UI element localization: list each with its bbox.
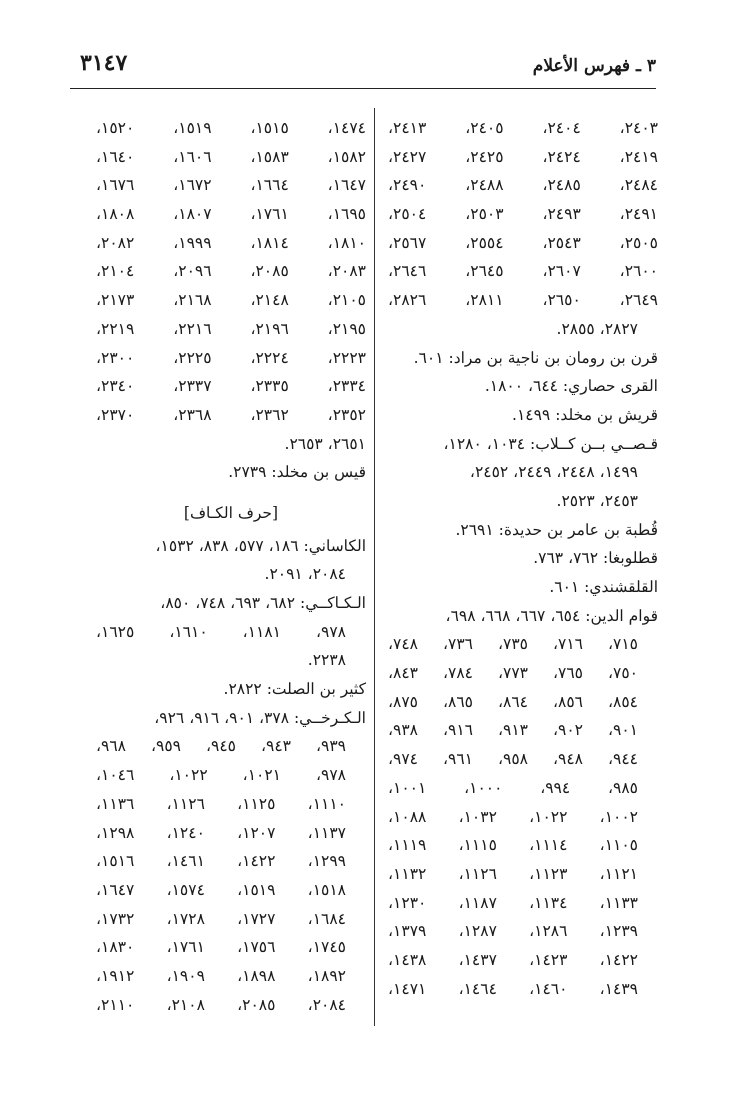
page-ref: ١٦٨٤،	[307, 909, 346, 928]
right-number-rows	[388, 114, 658, 315]
page-ref: ١٠٢٢،	[529, 807, 568, 826]
number-row	[96, 171, 366, 200]
entry-continuation: ٢٢٣٨.	[307, 651, 346, 670]
page-ref: ٢٥٠٤،	[388, 205, 427, 224]
page-ref: ٢٦٠٠،	[619, 262, 658, 281]
number-row	[96, 257, 366, 286]
page-ref: ٩٨٥،	[608, 778, 638, 797]
index-entry: قرن بن رومان بن ناجية بن مراد: ٦٠١.	[413, 348, 658, 367]
page-ref: ٢١٠٨،	[166, 995, 205, 1014]
page-ref: ٢٥٤٣،	[542, 233, 581, 252]
page-ref: ٩٣٨،	[388, 721, 418, 740]
page-ref: ٢٣٥٢،	[327, 405, 366, 424]
page-ref: ١٨١٠،	[327, 233, 366, 252]
number-row	[96, 761, 366, 790]
page-ref: ٢٠٨٤،	[307, 995, 346, 1014]
page-ref: ٨٧٥،	[388, 692, 418, 711]
page-ref: ٧٤٨،	[388, 635, 418, 654]
number-row	[388, 630, 658, 659]
page-ref: ١٤٧٤،	[327, 119, 366, 137]
page-ref: ١٤٢٢،	[599, 950, 638, 969]
page-ref: ١١١٠،	[307, 794, 346, 813]
number-row	[96, 114, 366, 143]
page-ref: ٢٤٨٥،	[542, 176, 581, 195]
page-ref: ١١١٥،	[458, 836, 497, 855]
page-ref: ٩١٦،	[443, 721, 473, 740]
page-ref: ٢١٦٨،	[173, 291, 212, 310]
index-entry: قريش بن مخلد: ١٤٩٩.	[512, 405, 658, 424]
page-ref: ١١٣٤،	[529, 893, 568, 912]
page-ref: ٧٦٥،	[553, 664, 583, 683]
page-ref: ٢٦٥٠،	[542, 291, 581, 310]
page-ref: ٢١١٠،	[96, 995, 135, 1014]
page-ref: ١٧٣٢،	[96, 909, 135, 928]
number-row	[388, 889, 658, 918]
page-ref: ١٤٣٨،	[388, 950, 427, 969]
page-ref: ١١٨١،	[242, 622, 281, 641]
number-row	[96, 732, 366, 761]
page-ref: ١٧٤٥،	[307, 938, 346, 957]
page-ref: ١١٠٥،	[599, 836, 638, 855]
section-heading: [حرف الكـاف]	[183, 503, 279, 522]
page-ref: ٢١٩٥،	[327, 319, 366, 338]
page-ref: ٧٣٥،	[498, 635, 528, 654]
entry-continuation: ٢٤٥٣، ٢٥٢٣.	[556, 491, 638, 510]
number-row	[96, 819, 366, 848]
page-ref: ٩٤٥،	[206, 737, 236, 756]
page-ref: ١٣٧٩،	[388, 922, 427, 941]
index-entry: الكاساني: ١٨٦، ٥٧٧، ٨٣٨، ١٥٣٢،	[155, 536, 366, 555]
number-row	[96, 344, 366, 373]
page-ref: ١٤٢٢،	[237, 852, 276, 871]
page-ref: ١٠٤٦،	[96, 766, 135, 785]
index-entry: الـكـرخــي: ٣٧٨، ٩٠١، ٩١٦، ٩٢٦،	[154, 708, 366, 727]
page-ref: ٧٨٤،	[443, 664, 473, 683]
page-ref: ٩٩٤،	[540, 778, 571, 797]
page-ref: ٧١٦،	[553, 635, 583, 654]
right-column	[388, 114, 658, 1003]
page-ref: ١٢٨٧،	[458, 922, 497, 941]
page-ref: ١٠٠٠،	[464, 778, 503, 797]
page-header	[70, 48, 656, 89]
page-ref: ٢٤٠٤،	[542, 119, 581, 137]
entry-continuation: ١٤٩٩، ٢٤٤٨، ٢٤٤٩، ٢٤٥٢،	[469, 463, 638, 482]
page-ref: ١٩٠٩،	[166, 966, 205, 985]
page-ref: ١٥١٦،	[96, 852, 135, 871]
page-ref: ٢٠٨٥،	[250, 262, 289, 281]
page-ref: ٢٨٢٦،	[388, 291, 427, 310]
number-row	[96, 962, 366, 991]
page-ref: ٩٦٨،	[96, 737, 126, 756]
page-ref: ٧١٥،	[608, 635, 638, 654]
page-ref: ٢٣٣٤،	[327, 377, 366, 396]
page-ref: ٢٣٦٢،	[250, 405, 289, 424]
page-ref: ١٢٠٧،	[237, 823, 276, 842]
page-ref: ٢٥٠٥،	[619, 233, 658, 252]
number-row	[96, 143, 366, 172]
page-ref: ٢٤٩٣،	[542, 205, 581, 224]
number-row	[388, 716, 658, 745]
number-row	[388, 975, 658, 1004]
page-ref: ٩٦١،	[443, 750, 473, 769]
page-ref: ٢١٠٤،	[96, 262, 135, 281]
index-entry: قيس بن مخلد: ٢٧٣٩.	[228, 463, 366, 482]
index-entry: قوام الدين: ٦٥٤، ٦٦٧، ٦٦٨، ٦٩٨،	[445, 606, 658, 625]
page-ref: ٢٠٨٥،	[237, 995, 276, 1014]
page-ref: ١٢٩٩،	[307, 852, 346, 871]
page-ref: ١٨٩٢،	[307, 966, 346, 985]
page-ref: ٢٦٤٩،	[619, 291, 658, 310]
page-ref: ١٦٩٥،	[327, 205, 366, 224]
index-entry: قطلوبغا: ٧٦٢، ٧٦٣.	[533, 549, 658, 568]
page-ref: ٢٤١٣،	[388, 119, 427, 137]
page-ref: ٢٥٦٧،	[388, 233, 427, 252]
page-ref: ٢٦٠٧،	[542, 262, 581, 281]
page-ref: ٩٤٤،	[608, 750, 638, 769]
page-ref: ٢٠٨٣،	[327, 262, 366, 281]
page-ref: ١٠٢١،	[242, 766, 281, 785]
number-row	[96, 200, 366, 229]
number-row	[388, 659, 658, 688]
page-ref: ١١٢٦،	[458, 864, 497, 883]
number-row	[96, 933, 366, 962]
number-row	[96, 401, 366, 430]
page-ref: ٢٢٢٣،	[327, 348, 366, 367]
page-ref: ٢١٠٥،	[327, 291, 366, 310]
number-row	[388, 917, 658, 946]
page-ref: ١١٣٦،	[96, 794, 135, 813]
number-row	[388, 286, 658, 315]
page-ref: ١٧٦١،	[250, 205, 289, 224]
karkhi-number-rows	[96, 732, 366, 1019]
page-ref: ١٨٠٧،	[173, 205, 212, 224]
page-ref: ١٠٣٢،	[458, 807, 497, 826]
number-row	[388, 143, 658, 172]
index-entry: الـكـاكــي: ٦٨٢، ٦٩٣، ٧٤٨، ٨٥٠،	[160, 594, 366, 612]
page-ref: ١٦٧٦،	[96, 176, 135, 195]
page-ref: ١٥٧٤،	[166, 880, 205, 899]
page-ref: ١٢٣٩،	[599, 922, 638, 941]
page-ref: ٢٦٤٦،	[388, 262, 427, 281]
index-entry: قـصــي بــن كــلاب: ١٠٣٤، ١٢٨٠،	[443, 434, 658, 453]
index-entry: قُطبة بن عامر بن حديدة: ٢٦٩١.	[455, 520, 658, 539]
page-ref: ١٠٨٨،	[388, 807, 427, 826]
page-ref: ٢٥٠٣،	[465, 205, 504, 224]
page-ref: ٢٤٨٨،	[465, 176, 504, 195]
page-ref: ٩١٣،	[498, 721, 528, 740]
page-ref: ١٨٩٨،	[237, 966, 276, 985]
page-ref: ١٦٤٧،	[96, 880, 135, 899]
page-ref: ١٤٦٤،	[458, 979, 497, 998]
page-ref: ١٩٩٩،	[173, 233, 212, 252]
page-ref: ١٧٢٧،	[237, 909, 276, 928]
number-row	[388, 229, 658, 258]
kaki-number-rows	[96, 618, 366, 647]
number-row	[388, 200, 658, 229]
page-ref: ١٤٢٣،	[529, 950, 568, 969]
page-ref: ١٧٥٦،	[237, 938, 276, 957]
page-ref: ١٦٤٠،	[96, 147, 135, 166]
page-ref: ٢٠٩٦،	[173, 262, 212, 281]
page-ref: ٢٤٨٤،	[619, 176, 658, 195]
page-ref: ١١٢١،	[599, 864, 638, 883]
page-ref: ٢٣٧٠،	[96, 405, 135, 424]
page-ref: ٢٥٥٤،	[465, 233, 504, 252]
page-ref: ١٢٩٨،	[96, 823, 135, 842]
page-ref: ٧٥٠،	[608, 664, 638, 683]
number-row	[388, 171, 658, 200]
page-ref: ٢٣٠٠،	[96, 348, 135, 367]
page-ref: ١٤٣٧،	[458, 950, 497, 969]
page-ref: ١١٣٢،	[388, 864, 427, 883]
number-row	[96, 229, 366, 258]
page-ref: ٢٤٩١،	[619, 205, 658, 224]
page-ref: ١٧٦١،	[166, 938, 205, 957]
page-ref: ٩٠١،	[608, 721, 638, 740]
page-ref: ٢١٧٣،	[96, 291, 135, 310]
page-ref: ١٦٤٧،	[327, 176, 366, 195]
page-ref: ٩٥٩،	[151, 737, 181, 756]
page-ref: ١١٢٣،	[529, 864, 568, 883]
number-row	[388, 688, 658, 717]
page-ref: ١١٢٦،	[166, 794, 205, 813]
page-ref: ٢٣٣٥،	[250, 377, 289, 396]
page-ref: ١١١٤،	[529, 836, 568, 855]
page-ref: ٨٦٤،	[498, 692, 528, 711]
page-ref: ٢٤١٩،	[619, 147, 658, 166]
number-row	[388, 257, 658, 286]
page-ref: ١٥١٩،	[237, 880, 276, 899]
page-ref: ٢٢١٩،	[96, 319, 135, 338]
page-number: ٣١٤٧	[80, 50, 128, 76]
page-ref: ١١١٩،	[388, 836, 427, 855]
page-ref: ٨٥٦،	[553, 692, 583, 711]
page-ref: ١٦٠٦،	[173, 147, 212, 166]
page-ref: ١٠٠٢،	[599, 807, 638, 826]
number-row	[96, 876, 366, 905]
index-entry: القلقشندي: ٦٠١.	[549, 578, 658, 596]
number-row	[96, 991, 366, 1020]
page-ref: ١١٣٧،	[307, 823, 346, 842]
page-ref: ١٢٨٦،	[529, 922, 568, 941]
page-ref: ٢٤٠٣،	[619, 119, 658, 137]
page-ref: ١٥٨٣،	[250, 147, 289, 166]
page-ref: ٢٢٢٤،	[250, 348, 289, 367]
page-ref: ١٨١٤،	[250, 233, 289, 252]
page-ref: ٢٤٢٥،	[465, 147, 504, 166]
page-ref: ٨٥٤،	[608, 692, 638, 711]
page-ref: ٩٠٢،	[553, 721, 583, 740]
page-ref: ٧٣٦،	[443, 635, 473, 654]
page-ref: ٢٣٦٨،	[173, 405, 212, 424]
page-ref: ٧٧٣،	[498, 664, 528, 683]
number-row	[388, 831, 658, 860]
page-ref: ٩٧٨،	[316, 766, 346, 785]
number-row	[96, 905, 366, 934]
running-title: ٣ ـ فهرس الأعلام	[532, 56, 656, 76]
page-ref: ٢١٤٨،	[250, 291, 289, 310]
page-ref: ١٦٧٢،	[173, 176, 212, 195]
page-ref: ٢١٩٦،	[250, 319, 289, 338]
page-ref: ٩٤٨،	[553, 750, 583, 769]
left-number-rows	[96, 114, 366, 430]
page-ref: ١٢٣٠،	[388, 893, 427, 912]
page-ref: ١٢٤٠،	[166, 823, 205, 842]
page-ref: ١١٢٥،	[237, 794, 276, 813]
number-row	[96, 618, 366, 647]
page-ref: ١٦١٠،	[169, 622, 208, 641]
page-ref: ٢٢٢٥،	[173, 348, 212, 367]
page-ref: ٩٧٤،	[388, 750, 418, 769]
page-ref: ١٥٨٢،	[327, 147, 366, 166]
page-ref: ١٨٣٠،	[96, 938, 135, 957]
page-ref: ١٩١٢،	[96, 966, 135, 985]
page-ref: ٢٤٠٥،	[465, 119, 504, 137]
page-ref: ٩٧٨،	[316, 622, 346, 641]
index-entry: كثير بن الصلت: ٢٨٢٢.	[223, 680, 366, 699]
page-ref: ١١٣٣،	[599, 893, 638, 912]
page-ref: ٨٦٥،	[443, 692, 473, 711]
qawam-number-rows	[388, 630, 658, 1003]
number-row	[96, 286, 366, 315]
page-ref: ١٥١٩،	[173, 119, 212, 137]
number-row	[388, 946, 658, 975]
number-row	[388, 774, 658, 803]
column-divider	[374, 108, 375, 1026]
page-ref: ١٨٠٨،	[96, 205, 135, 224]
page-ref: ١٤٦٠،	[529, 979, 568, 998]
page-ref: ١٤٧١،	[388, 979, 427, 998]
page-ref: ١٥١٥،	[250, 119, 289, 137]
number-row	[96, 315, 366, 344]
page-ref: ٢٦٤٥،	[465, 262, 504, 281]
page-ref: ٩٣٩،	[316, 737, 346, 756]
page-ref: ١٠٠١،	[388, 778, 427, 797]
number-row	[388, 114, 658, 143]
page-ref: ٢٣٣٧،	[173, 377, 212, 396]
page-ref: ١٥٢٠،	[96, 119, 135, 137]
page-ref: ١٧٢٨،	[166, 909, 205, 928]
entry-continuation: ٢٦٥١، ٢٦٥٣.	[284, 434, 366, 453]
page-ref: ١٤٣٩،	[599, 979, 638, 998]
page-ref: ١٦٦٤،	[250, 176, 289, 195]
entry-continuation: ٢٠٨٤، ٢٠٩١.	[264, 565, 346, 584]
page-ref: ١٤٦١،	[166, 852, 205, 871]
page-ref: ٨٤٣،	[388, 664, 418, 683]
page-ref: ٢٤٢٤،	[542, 147, 581, 166]
left-column	[96, 114, 366, 1019]
number-row	[96, 372, 366, 401]
page-ref: ١٥١٨،	[307, 880, 346, 899]
number-row	[96, 790, 366, 819]
number-row	[388, 803, 658, 832]
index-entry: القرى حصاري: ٦٤٤، ١٨٠٠.	[484, 377, 658, 396]
entry-continuation: ٢٨٢٧، ٢٨٥٥.	[556, 319, 638, 338]
page-ref: ٢٤٢٧،	[388, 147, 427, 166]
page-ref: ١١٨٧،	[458, 893, 497, 912]
page-ref: ٩٤٣،	[261, 737, 291, 756]
page-ref: ١٦٢٥،	[96, 622, 135, 641]
page-ref: ٢٢١٦،	[173, 319, 212, 338]
page-ref: ١٠٢٢،	[169, 766, 208, 785]
page-ref: ٢٤٩٠،	[388, 176, 427, 195]
number-row	[388, 860, 658, 889]
page-ref: ٢٠٨٢،	[96, 233, 135, 252]
page-ref: ٢٣٤٠،	[96, 377, 135, 396]
page-ref: ٢٨١١،	[465, 291, 504, 310]
number-row	[388, 745, 658, 774]
page-ref: ٩٥٨،	[498, 750, 528, 769]
number-row	[96, 847, 366, 876]
